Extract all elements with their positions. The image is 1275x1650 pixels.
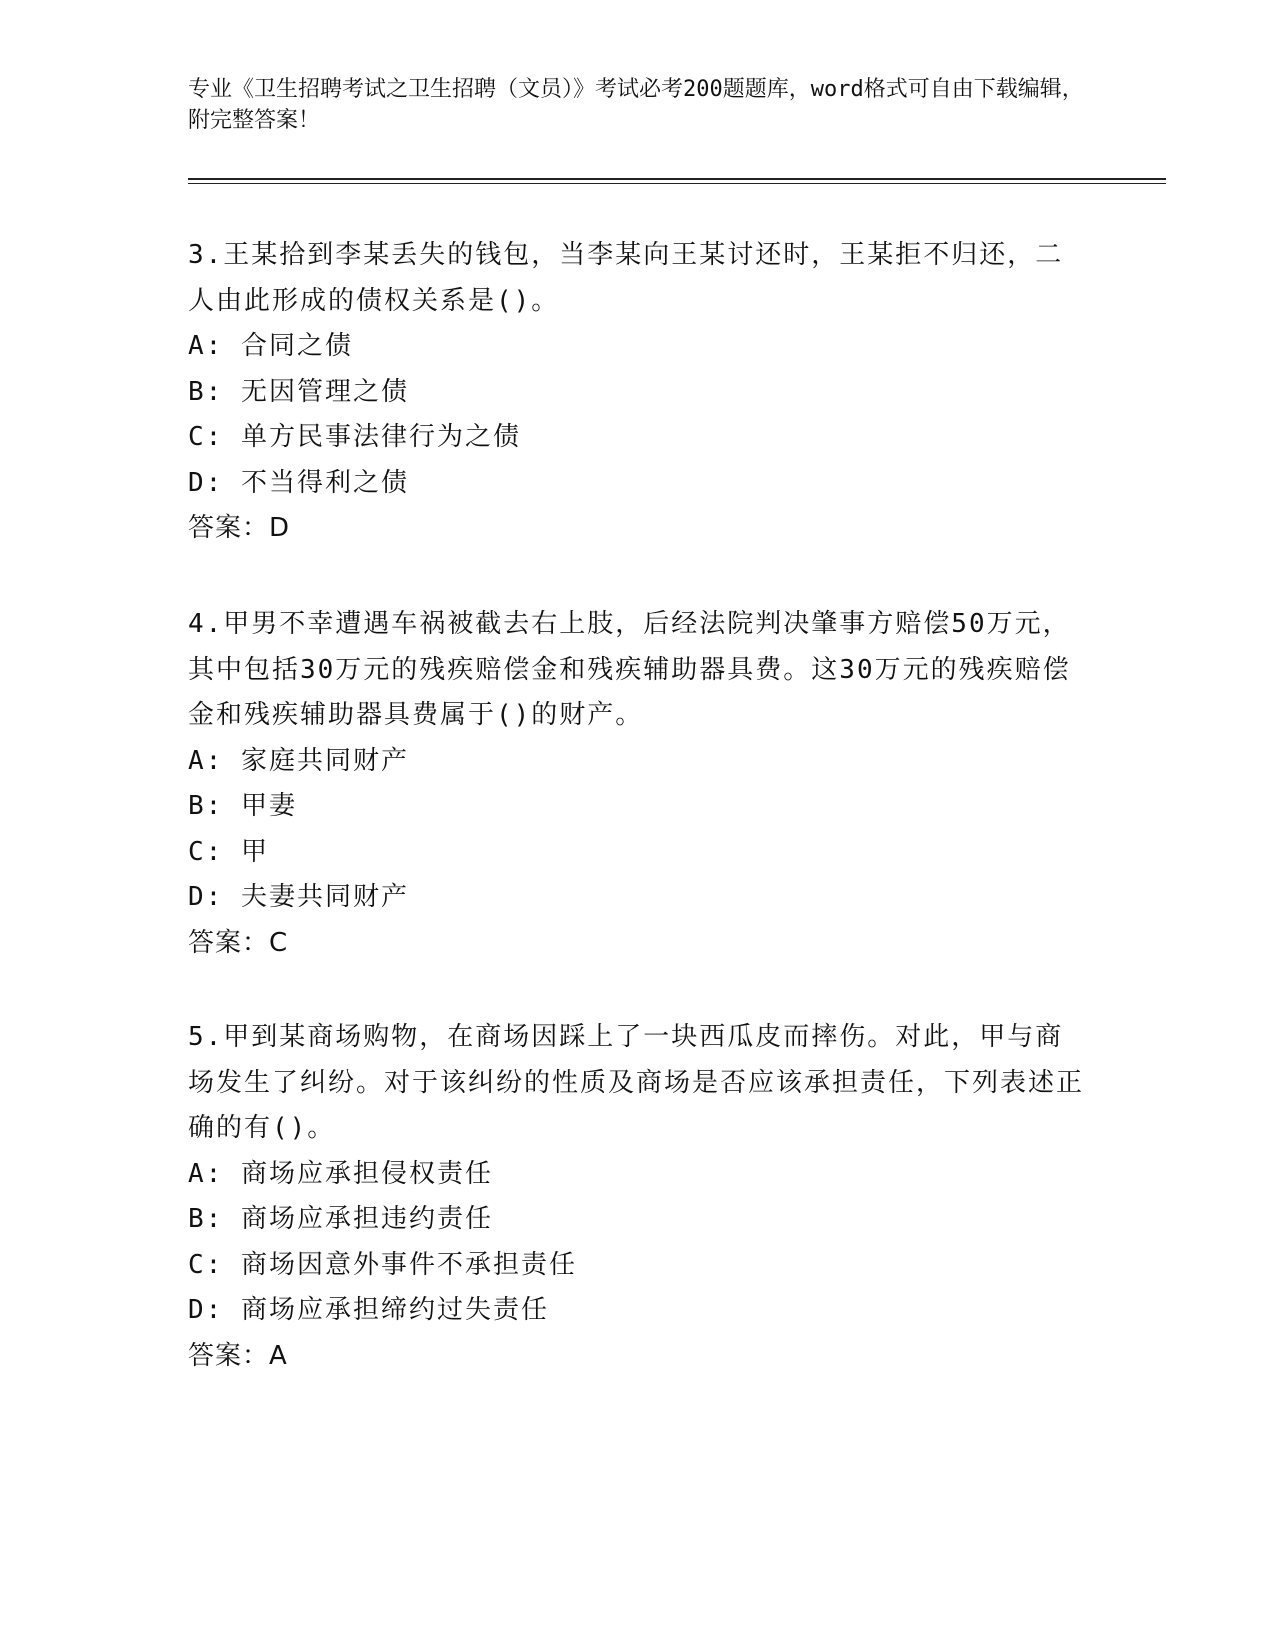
answer-line: 答案：D — [188, 513, 291, 543]
question-5 — [188, 1015, 1088, 1379]
option-a: A: 家庭共同财产 — [188, 745, 409, 776]
answer-line: 答案：C — [188, 927, 289, 958]
option-d: D: 商场应承担缔约过失责任 — [188, 1295, 549, 1325]
option-a: A: 合同之债 — [188, 331, 353, 361]
question-stem: 4.甲男不幸遭遇车祸被截去右上肢，后经法院判决肇事方赔偿50万元，其中包括30万元的残疾赔偿金和残疾辅助器具费。这30万元的残疾赔偿金和残疾辅助器具费属于()的财产。 — [188, 609, 1071, 730]
option-c: C: 单方民事法律行为之债 — [188, 422, 521, 452]
question-stem: 5.甲到某商场购物，在商场因踩上了一块西瓜皮而摔伤。对此，甲与商场发生了纠纷。对于该纠纷的性质及商场是否应该承担责任，下列表述正确的有()。 — [188, 1022, 1085, 1143]
document-intro: 专业《卫生招聘考试之卫生招聘（文员）》考试必考200题题库，word格式可自由下载编辑，附完整答案！ — [188, 77, 1084, 133]
option-c: C: 甲 — [188, 836, 269, 867]
question-stem: 3.王某拾到李某丢失的钱包，当李某向王某讨还时，王某拒不归还，二人由此形成的债权关系是()。 — [188, 240, 1064, 316]
question-3 — [188, 233, 1088, 552]
answer-line: 答案：A — [188, 1340, 288, 1371]
option-b: B: 商场应承担违约责任 — [188, 1204, 493, 1234]
option-d: D: 不当得利之债 — [188, 467, 409, 498]
option-c: C: 商场因意外事件不承担责任 — [188, 1249, 577, 1280]
header-divider-thin — [188, 183, 1166, 184]
option-b: B: 甲妻 — [188, 791, 297, 821]
option-a: A: 商场应承担侵权责任 — [188, 1158, 493, 1189]
question-4 — [188, 602, 1088, 966]
option-d: D: 夫妻共同财产 — [188, 882, 409, 912]
option-b: B: 无因管理之债 — [188, 376, 409, 407]
header-divider-thick — [188, 178, 1166, 180]
